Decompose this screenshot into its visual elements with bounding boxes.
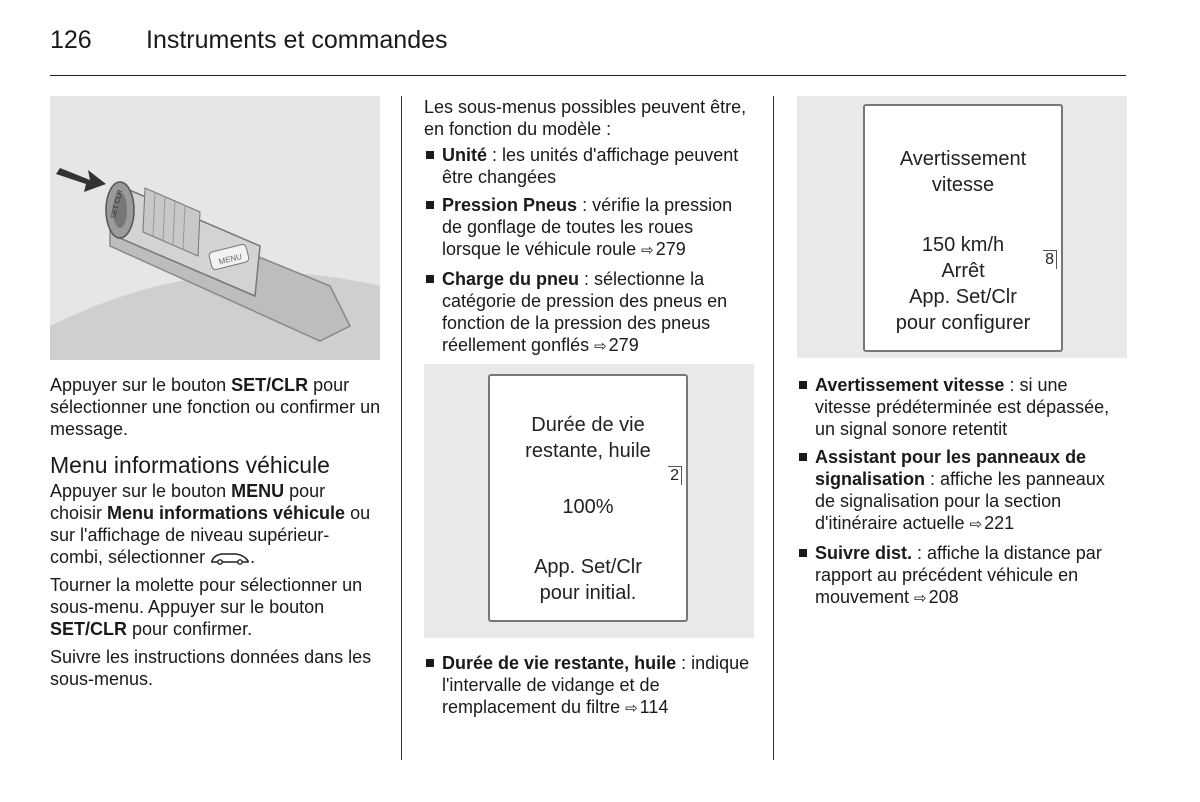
set-clr-label: SET CLR [109, 189, 125, 220]
list-item: Unité : les unités d'affichage peuvent être changées [424, 144, 754, 188]
stalk-illustration [50, 96, 380, 360]
speed-warning-display-figure [797, 96, 1127, 358]
turn-signal-stalk-image [50, 96, 380, 360]
page-ref: 279 [608, 335, 639, 355]
page-ref-icon: ⇨ [641, 242, 654, 259]
oil-life-value: 100% [562, 496, 614, 518]
speed-warning-display: Avertissement vitesse 150 km/h Arrêt App. Set/Clr pour configurer 8 [863, 104, 1063, 352]
list-item: Durée de vie restante, huile : indique l'intervalle de vidange et de remplacement du filtre ⇨ 114 [424, 652, 754, 720]
submenu-intro: Les sous-menus possibles peuvent être, en fonction du modèle : [424, 97, 747, 139]
page-number: 126 [50, 26, 92, 54]
speed-value: 150 km/h [921, 234, 1005, 256]
column-2 [424, 96, 754, 726]
list-item: Avertissement vitesse : si une vitesse prédéterminée est dépassée, un signal sonore retentit [797, 374, 1127, 440]
menu-button-label: MENU [217, 252, 243, 267]
intro-paragraph: Appuyer sur le bouton SET/CLR pour sélectionner une fonction ou confirmer un message. [50, 375, 381, 439]
list-item: Pression Pneus : vérifie la pression de gonflage de toutes les roues lorsque le véhicule roule ⇨ 279 [424, 194, 754, 262]
wheel-paragraph: Tourner la molette pour sélectionner un sous-menu. Appuyer sur le bouton SET/CLR pour confirmer. [50, 575, 363, 639]
display-page-tag: 2 [668, 466, 682, 485]
page-ref: 279 [655, 239, 686, 259]
page-ref: 221 [984, 513, 1015, 533]
header-divider [50, 75, 1126, 76]
page-header [50, 26, 448, 55]
oil-life-display: Durée de vie restante, huile 100% App. Set/Clr pour initial. 2 [488, 374, 688, 622]
page-title: Instruments et commandes [146, 26, 448, 54]
column-3 [797, 96, 1127, 616]
page-ref-icon: ⇨ [625, 700, 638, 717]
instructions-paragraph: Suivre les instructions données dans les sous-menus. [50, 647, 372, 689]
menu-paragraph: Appuyer sur le bouton MENU pour choisir Menu informations véhicule ou sur l'affichage de niveau supérieur-combi, sélectionner . [50, 481, 371, 567]
submenu-list [424, 144, 754, 358]
list-item: Assistant pour les panneaux de signalisation : affiche les panneaux de signalisation pour la section d'itinéraire actuelle ⇨ 221 [797, 446, 1127, 536]
page-ref: 114 [639, 697, 669, 717]
submenu-list-3 [797, 374, 1127, 610]
car-icon [210, 551, 250, 565]
section-heading: Menu informations véhicule [50, 452, 330, 478]
display-page-tag: 8 [1043, 250, 1057, 269]
page-ref-icon: ⇨ [969, 516, 983, 533]
page-ref-icon: ⇨ [594, 338, 607, 355]
oil-life-display-figure [424, 364, 754, 638]
column-divider-1 [401, 96, 402, 760]
page-ref-icon: ⇨ [914, 590, 927, 607]
column-divider-2 [773, 96, 774, 760]
submenu-list-2 [424, 652, 754, 720]
page-ref: 208 [928, 587, 959, 607]
list-item: Suivre dist. : affiche la distance par rapport au précédent véhicule en mouvement ⇨ 208 [797, 542, 1127, 610]
column-1 [50, 96, 382, 696]
list-item: Charge du pneu : sélectionne la catégorie de pression des pneus en fonction de la pression des pneus réellement gonflés ⇨ 279 [424, 268, 754, 358]
